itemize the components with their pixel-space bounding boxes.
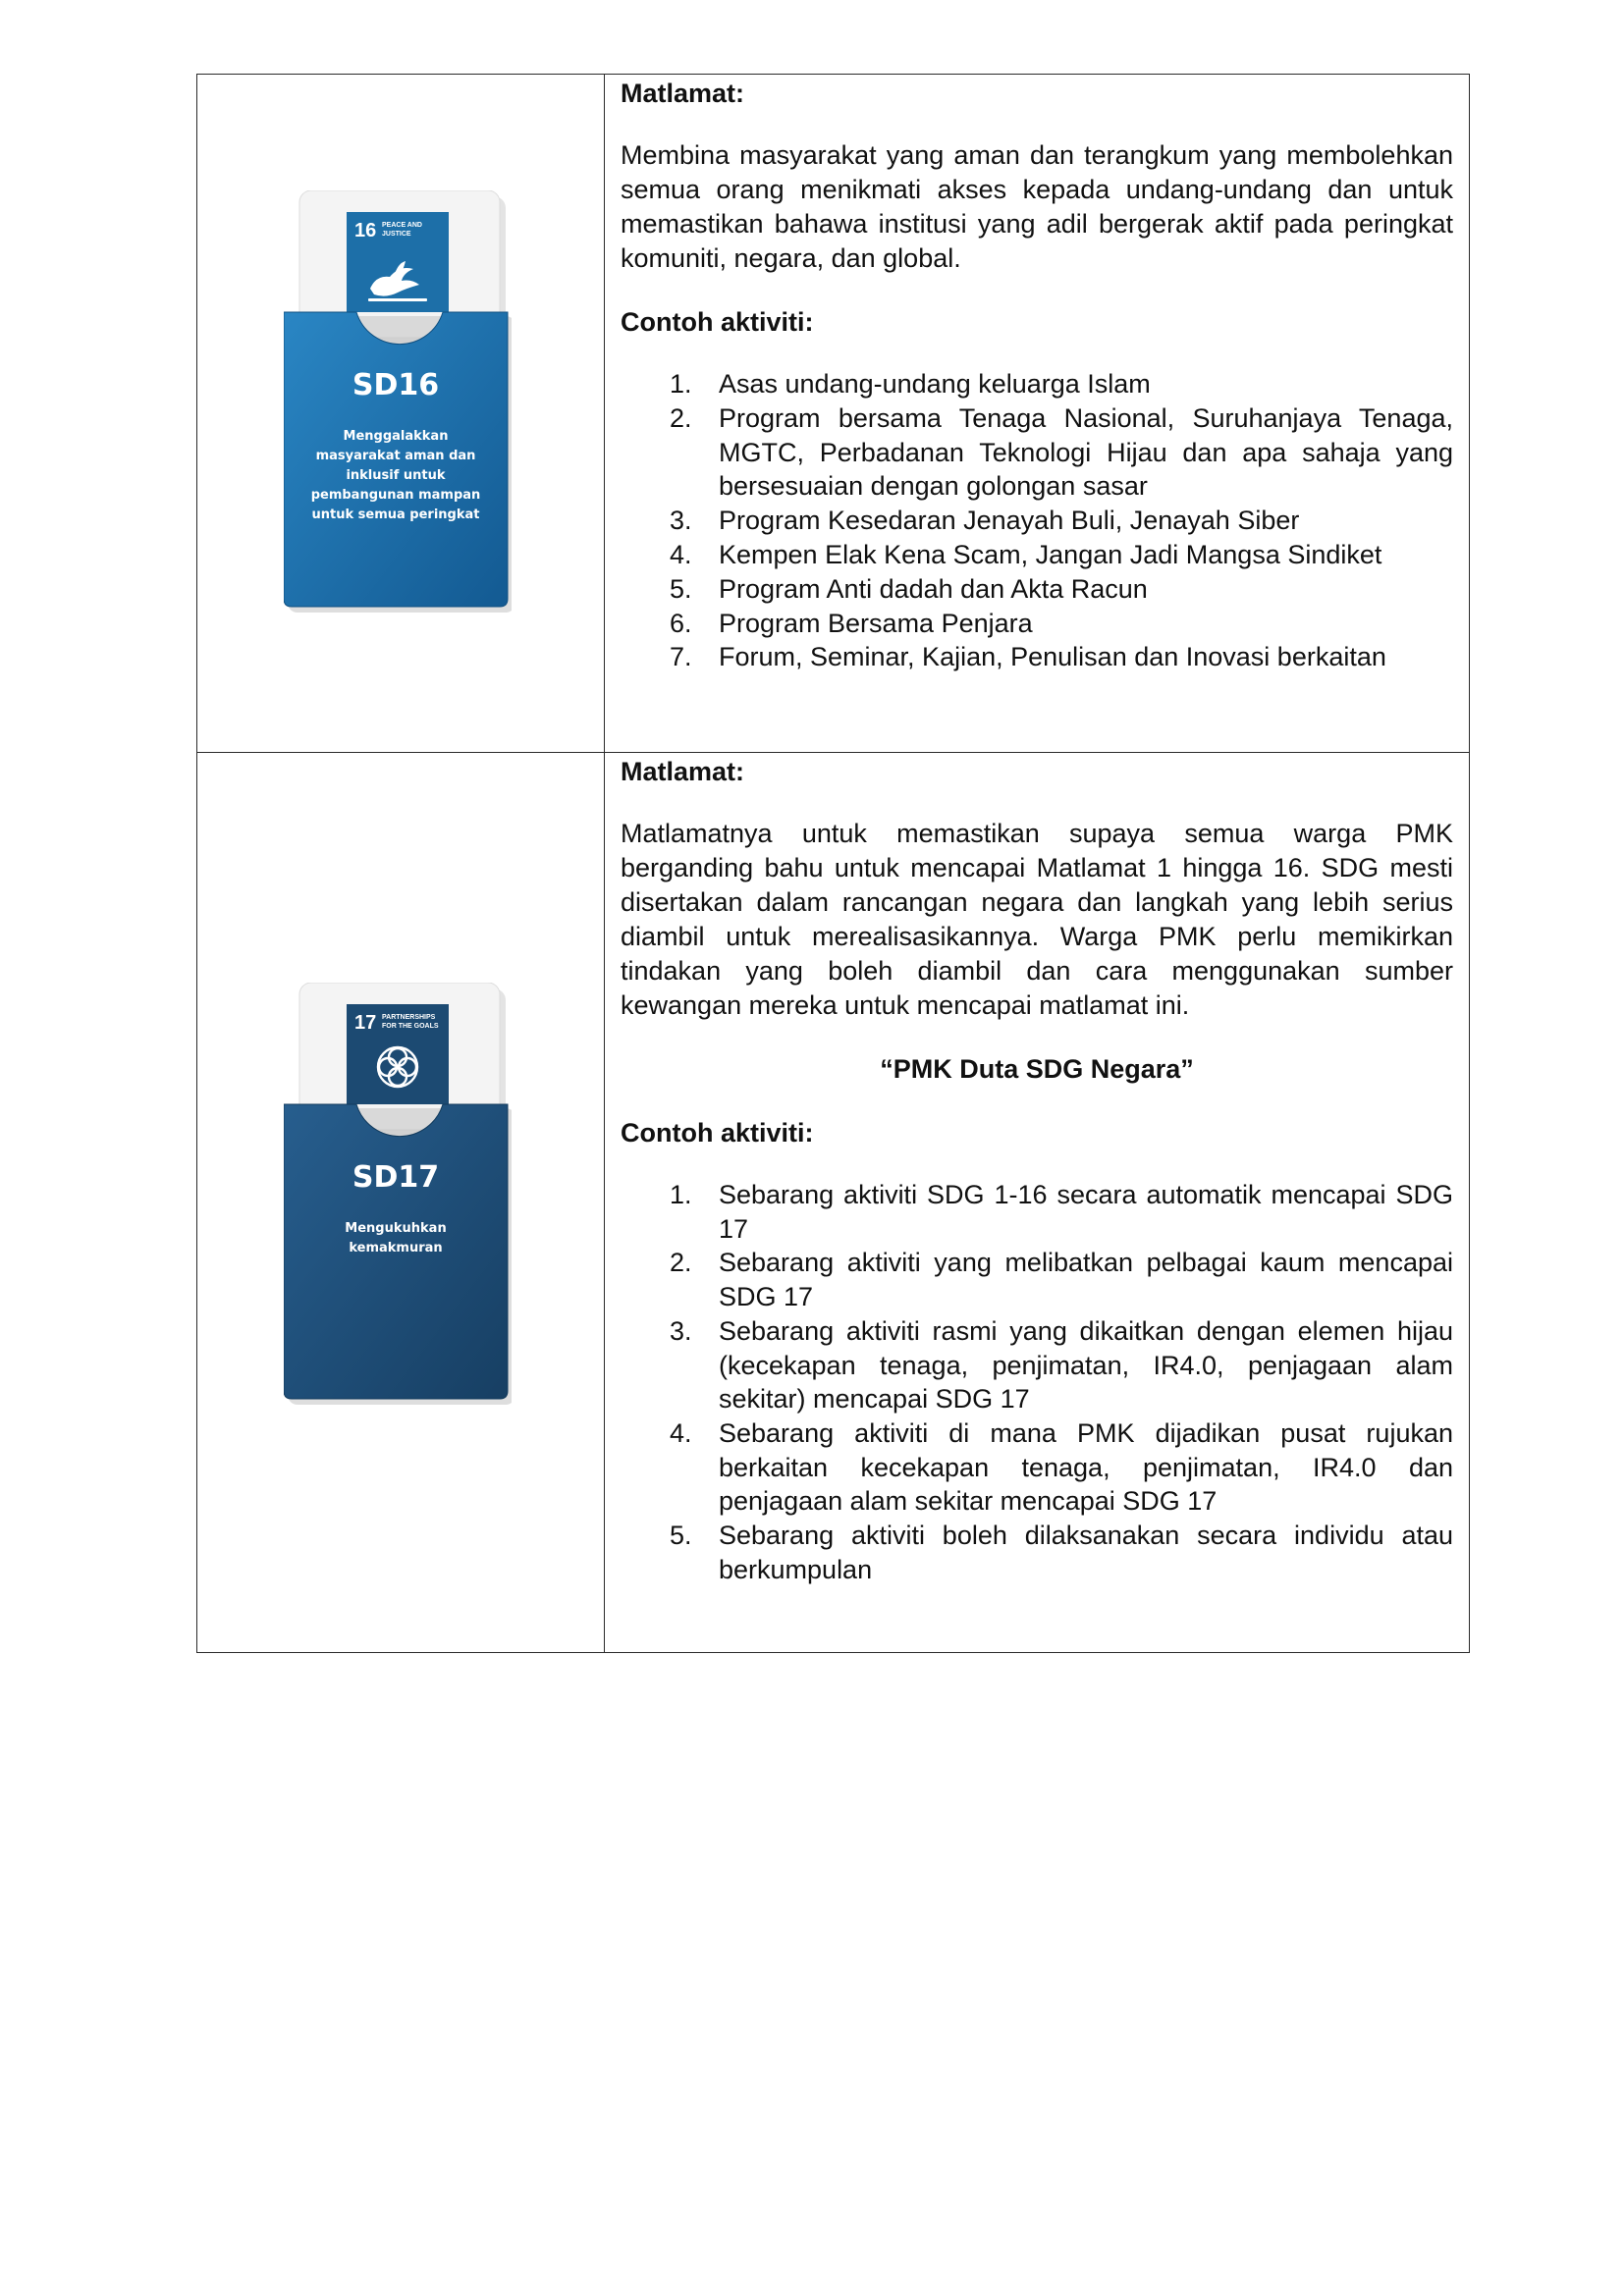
activities-list-sdg17 [621, 1178, 1453, 1586]
goal-title-line-sdg16: PEACE AND [382, 222, 422, 229]
card-caption-line-sdg17: Mengukuhkan [345, 1221, 447, 1236]
list-item [621, 504, 1453, 538]
list-item-number: 7. [670, 642, 692, 672]
activities-heading: Contoh aktiviti: [621, 1118, 814, 1148]
list-item-text: Forum, Seminar, Kajian, Penulisan dan Inovasi berkaitan [719, 642, 1386, 672]
list-item [621, 572, 1453, 607]
sdg17-card-image [284, 983, 512, 1405]
list-item [621, 1519, 1453, 1586]
list-item-text: Sebarang aktiviti boleh dilaksanakan secara individu atau berkumpulan [719, 1521, 1453, 1584]
list-item-text: Asas undang-undang keluarga Islam [719, 369, 1151, 399]
text-cell-sdg16 [605, 75, 1470, 753]
list-item-number: 6. [670, 608, 692, 638]
goal-description: Membina masyarakat yang aman dan terangkum yang membolehkan semua orang menikmati akses kepada undang-undang dan untuk memastikan bahawa institusi yang adil bergerak aktif pada peringkat komuniti, negara, dan global. [621, 140, 1453, 273]
list-item-text: Program Anti dadah dan Akta Racun [719, 573, 1148, 604]
text-cell-sdg17 [605, 753, 1470, 1653]
card-caption-line-sdg16: pembangunan mampan [310, 488, 481, 503]
card-caption-line-sdg16: Menggalakkan [343, 429, 449, 444]
list-item [621, 640, 1453, 674]
activities-heading: Contoh aktiviti: [621, 307, 814, 337]
list-item [621, 607, 1453, 641]
list-item-number: 5. [670, 1521, 692, 1551]
table-row-sdg16 [197, 75, 1470, 753]
list-item-number: 3. [670, 1315, 692, 1346]
list-item-number: 1. [670, 1180, 692, 1209]
sdg-table [196, 74, 1470, 1653]
list-item-number: 4. [670, 1417, 692, 1448]
list-item [621, 1416, 1453, 1519]
list-item [621, 1246, 1453, 1313]
goal-number-sdg16: 16 [354, 220, 377, 241]
list-item-text: Program Kesedaran Jenayah Buli, Jenayah Siber [719, 506, 1300, 536]
goal-description: Matlamatnya untuk memastikan supaya semua warga PMK berganding bahu untuk mencapai Matlamat 1 hingga 16. SDG mesti disertakan dalam rancangan negara dan langkah yang lebih serius diambil untuk merealisasikannya. Warga PMK perlu memikirkan tindakan yang boleh diambil dan cara menggunakan sumber kewangan mereka untuk mencapai matlamat ini. [621, 819, 1453, 1020]
card-caption-line-sdg17: kemakmuran [349, 1241, 443, 1255]
list-item-text: Sebarang aktiviti di mana PMK dijadikan pusat rujukan berkaitan kecekapan tenaga, penjimatan, IR4.0 dan penjagaan alam sekitar mencapai SDG 17 [719, 1417, 1453, 1517]
list-item-number: 2. [670, 1248, 692, 1278]
list-item [621, 367, 1453, 401]
list-item [621, 401, 1453, 504]
card-caption-line-sdg16: masyarakat aman dan [315, 449, 476, 463]
goal-title-line-sdg17: PARTNERSHIPS [382, 1014, 436, 1021]
list-item-number: 3. [670, 506, 692, 536]
goal-title-line-sdg17: FOR THE GOALS [382, 1023, 439, 1030]
card-code-sdg17: SD17 [352, 1160, 440, 1195]
card-code-sdg16: SD16 [352, 368, 440, 402]
list-item [621, 538, 1453, 572]
image-cell-sdg17 [197, 753, 605, 1653]
list-item-text: Sebarang aktiviti yang melibatkan pelbagai kaum mencapai SDG 17 [719, 1248, 1453, 1312]
goal-number-sdg17: 17 [354, 1012, 377, 1034]
card-caption-line-sdg16: untuk semua peringkat [311, 507, 480, 522]
goal-heading: Matlamat: [621, 79, 745, 108]
image-cell-sdg16 [197, 75, 605, 753]
list-item-text: Program Bersama Penjara [719, 608, 1033, 638]
motto-text: “PMK Duta SDG Negara” [880, 1054, 1194, 1084]
goal-title-line-sdg16: JUSTICE [382, 231, 411, 238]
card-caption-line-sdg16: inklusif untuk [346, 468, 446, 483]
list-item-number: 5. [670, 573, 692, 604]
list-item-text: Kempen Elak Kena Scam, Jangan Jadi Mangsa Sindiket [719, 539, 1382, 569]
table-row-sdg17 [197, 753, 1470, 1653]
activities-list-sdg16 [621, 367, 1453, 674]
list-item [621, 1314, 1453, 1416]
list-item-text: Sebarang aktiviti SDG 1-16 secara automatik mencapai SDG 17 [719, 1180, 1453, 1244]
list-item-number: 1. [670, 369, 692, 399]
goal-heading: Matlamat: [621, 757, 745, 786]
list-item-text: Sebarang aktiviti rasmi yang dikaitkan dengan elemen hijau (kecekapan tenaga, penjimatan, IR4.0, penjagaan alam sekitar) mencapai SDG 17 [719, 1315, 1453, 1415]
list-item [621, 1178, 1453, 1246]
list-item-number: 2. [670, 402, 692, 433]
sdg16-card-image [284, 190, 512, 613]
list-item-text: Program bersama Tenaga Nasional, Suruhanjaya Tenaga, MGTC, Perbadanan Teknologi Hijau dan apa sahaja yang bersesuaian dengan golongan sasar [719, 402, 1453, 502]
list-item-number: 4. [670, 539, 692, 569]
